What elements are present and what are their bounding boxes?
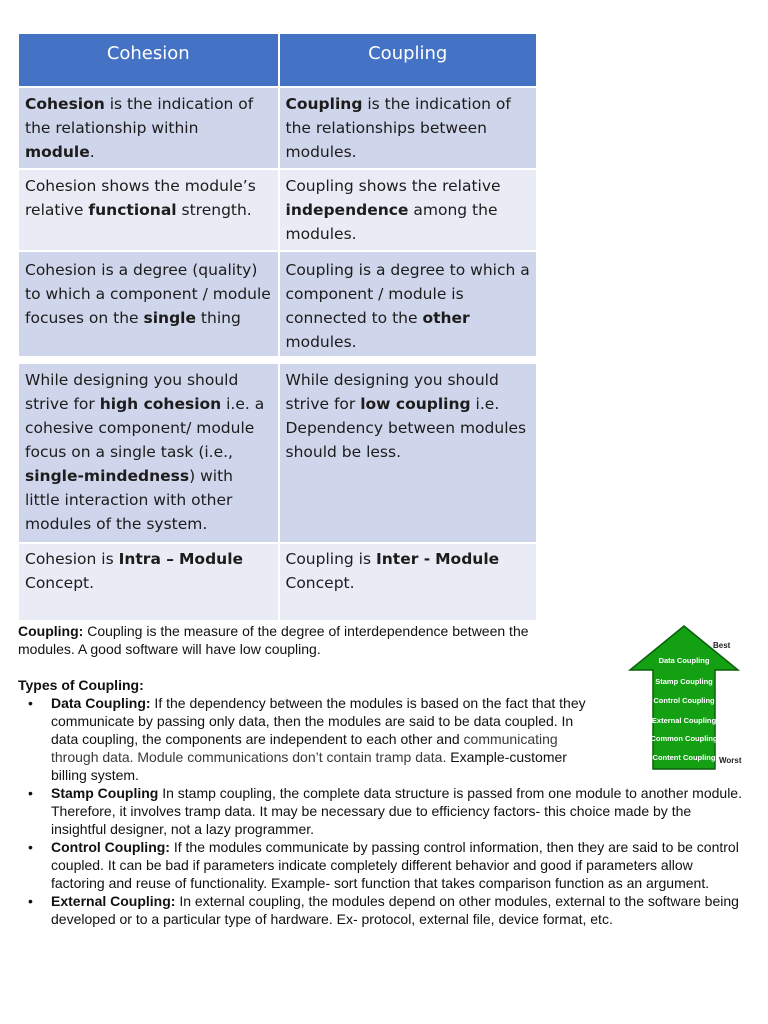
list-item-text: If the modules communicate by passing control information, then they are said to be control coupled. It can be bad if parameters indicate completely different behavior and good if parameters allow factoring and reuse of functionality. Example- sort function that takes comparison function as an argument. — [51, 839, 739, 891]
list-item-term: Data Coupling: — [51, 695, 151, 711]
list-item-text: In stamp coupling, the complete data structure is passed from one module to another module. Therefore, it involves tramp data. It may be necessary due to efficiency factors- this choice made by the insightful designer, not a lazy programmer. — [51, 785, 742, 837]
coupling-definition — [18, 622, 578, 658]
list-item-text: Example-customer billing system. — [51, 749, 567, 783]
list-item-text: If the dependency between the modules is based on the fact that they communicate by passing only data, then the modules are said to be data coupled. In data coupling, the components are independent to each other and — [51, 695, 586, 747]
best-label: Best — [713, 641, 731, 650]
cell-text: ) with little interaction with other modules of the system. — [25, 467, 233, 533]
header-coupling: Coupling — [278, 34, 537, 86]
cell-text: i.e. a cohesive component/ module focus on a single task (i.e., — [25, 395, 265, 461]
cell-text: among the modules. — [285, 201, 498, 243]
bold-term: Module — [435, 550, 500, 568]
level-common-coupling: Common Coupling — [650, 734, 718, 743]
cohesion-cell — [19, 88, 278, 168]
cohesion-cell — [19, 364, 278, 542]
list-item-data-coupling — [18, 694, 596, 784]
level-stamp-coupling: Stamp Coupling — [655, 677, 713, 686]
table-header-row — [19, 34, 536, 88]
coupling-cell — [278, 88, 537, 168]
list-item-control-coupling — [18, 838, 748, 892]
cell-text: Coupling is a degree to which a component / module is connected to the — [285, 261, 530, 327]
comparison-table — [19, 34, 536, 620]
cell-text: strength. — [176, 201, 252, 219]
coupling-cell — [278, 170, 537, 250]
list-item-term: External Coupling: — [51, 893, 176, 909]
table-row — [19, 250, 536, 356]
level-content-coupling: Content Coupling — [652, 753, 716, 762]
cell-text: is the indication of the relationships between modules. — [285, 95, 511, 161]
cell-text: Concept. — [25, 574, 95, 592]
bold-term: low coupling — [360, 395, 471, 413]
cell-text: Cohesion is a degree (quality) to which a component / module focuses on the — [25, 261, 271, 327]
worst-label: Worst — [719, 756, 742, 765]
cell-text: modules. — [285, 333, 357, 351]
list-item-stamp-coupling — [18, 784, 748, 838]
cell-text: While designing you should strive for — [25, 371, 239, 413]
bold-term: Module — [179, 550, 244, 568]
bold-term: single — [143, 309, 196, 327]
coupling-cell — [278, 364, 537, 542]
cell-text: . — [89, 143, 95, 161]
bold-term: module — [25, 143, 90, 161]
cell-text: Coupling is — [285, 550, 376, 568]
cell-text: Cohesion shows the module’s relative — [25, 177, 256, 219]
coupling-cell — [278, 252, 537, 356]
coupling-definition-text: Coupling is the measure of the degree of interdependence between the modules. A good software will have low coupling. — [18, 623, 529, 657]
bold-term: single-mindedness — [25, 467, 190, 485]
bold-term: Coupling — [285, 95, 363, 113]
list-item-text: In external coupling, the modules depend on other modules, external to the software being developed or to a particular type of hardware. Ex- protocol, external file, device format, etc. — [51, 893, 739, 927]
coupling-types-list — [18, 694, 748, 928]
header-cohesion: Cohesion — [106, 43, 190, 64]
cell-text: thing — [196, 309, 241, 327]
types-of-coupling-heading: Types of Coupling: — [18, 677, 144, 693]
list-item-term: Control Coupling: — [51, 839, 170, 855]
list-item-term: Stamp Coupling — [51, 785, 159, 801]
table-row — [19, 364, 536, 542]
table-row — [19, 542, 536, 620]
bold-term: functional — [88, 201, 177, 219]
level-external-coupling: External Coupling — [651, 716, 717, 725]
level-data-coupling: Data Coupling — [658, 656, 710, 665]
cohesion-cell — [19, 252, 278, 356]
cell-text: Concept. — [285, 574, 355, 592]
cell-text: Coupling shows the relative — [285, 177, 501, 195]
cell-text: i.e. Dependency between modules should be less. — [285, 395, 527, 461]
level-control-coupling: Control Coupling — [653, 696, 715, 705]
cohesion-cell — [19, 544, 278, 620]
coupling-cell — [278, 544, 537, 620]
list-item-text: communicating through data. Module communications don’t contain tramp data. — [51, 731, 558, 765]
bold-term: Inter - — [375, 550, 431, 568]
cohesion-cell — [19, 170, 278, 250]
cell-text: Cohesion is — [25, 550, 119, 568]
bold-term: Intra – — [118, 550, 175, 568]
list-item-external-coupling — [18, 892, 748, 928]
bold-term: independence — [285, 201, 409, 219]
bold-term: high cohesion — [99, 395, 222, 413]
table-row — [19, 168, 536, 250]
coupling-description — [18, 622, 748, 928]
bold-term: other — [422, 309, 470, 327]
coupling-term: Coupling: — [18, 623, 84, 639]
cell-text: is the indication of the relationship within — [25, 95, 254, 137]
cell-text: While designing you should strive for — [285, 371, 499, 413]
bold-term: Cohesion — [25, 95, 105, 113]
table-row — [19, 88, 536, 168]
